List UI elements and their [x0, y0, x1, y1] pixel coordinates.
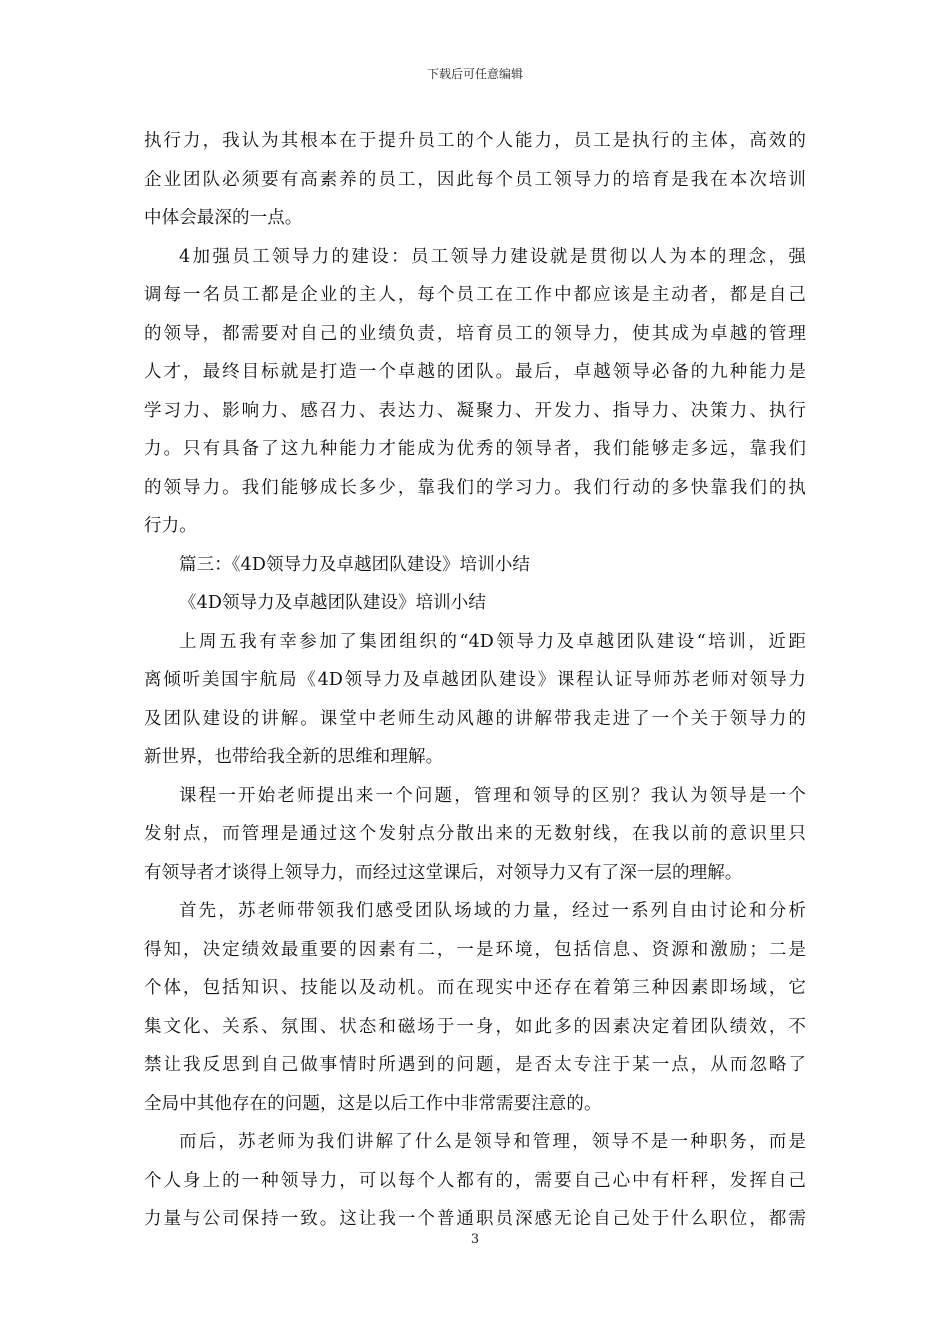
text-line: 有领导者才谈得上领导力，而经过这堂课后，对领导力又有了深一层的理解。	[144, 862, 743, 883]
text-line: 调每一名员工都是企业的主人，每个员工在工作中都应该是主动者，都是自己	[144, 285, 806, 305]
text-line: 中体会最深的一点。	[144, 208, 303, 228]
text-line: 的领导力。我们能够成长多少，靠我们的学习力。我们行动的多快靠我们的执	[144, 477, 806, 498]
page-header: 下载后可任意编辑	[426, 67, 523, 81]
text-line: 全局中其他存在的问题，这是以后工作中非常需要注意的。	[144, 1093, 602, 1114]
text-line: 及团队建设的讲解。课堂中老师生动风趣的讲解带我走进了一个关于领导力的	[144, 708, 806, 729]
text-line: 个人身上的一种领导力，可以每个人都有的，需要自己心中有杆秤，发挥自己	[144, 1170, 806, 1191]
text-line: 离倾听美国宇航局《4D领导力及卓越团队建设》课程认证导师苏老师对领导力	[144, 670, 806, 690]
text-line: 首先，苏老师带领我们感受团队场域的力量，经过一系列自由讨论和分析	[179, 901, 806, 921]
text-line: 《4D领导力及卓越团队建设》培训小结	[179, 593, 486, 613]
text-line: 新世界，也带给我全新的思维和理解。	[144, 747, 444, 767]
text-line: 禁让我反思到自己做事情时所遇到的问题，是否太专注于某一点，从而忽略了	[144, 1055, 806, 1075]
text-line: 力量与公司保持一致。这让我一个普通职员深感无论自己处于什么职位，都需	[144, 1209, 806, 1229]
text-line: 学习力、影响力、感召力、表达力、凝聚力、开发力、指导力、决策力、执行	[144, 400, 806, 421]
text-line: 行力。	[144, 516, 197, 536]
text-line: 篇三：《4D领导力及卓越团队建设》培训小结	[179, 554, 531, 575]
text-line: 而后，苏老师为我们讲解了什么是领导和管理，领导不是一种职务，而是	[179, 1132, 806, 1152]
text-line: 人才，最终目标就是打造一个卓越的团队。最后，卓越领导必备的九种能力是	[144, 362, 806, 382]
text-line: 集文化、关系、氛围、状态和磁场于一身，如此多的因素决定着团队绩效，不	[144, 1016, 806, 1037]
text-line: 的领导，都需要对自己的业绩负责，培育员工的领导力，使其成为卓越的管理	[144, 323, 806, 344]
text-line: 个体，包括知识、技能以及动机。而在现实中还存在着第三种因素即场域，它	[144, 978, 806, 998]
text-line: 课程一开始老师提出来一个问题，管理和领导的区别？我认为领导是一个	[179, 785, 806, 806]
text-line: 得知，决定绩效最重要的因素有二，一是环境，包括信息、资源和激励；二是	[144, 939, 806, 960]
body-text	[144, 122, 806, 1239]
text-line: 4加强员工领导力的建设：员工领导力建设就是贯彻以人为本的理念，强	[179, 246, 806, 267]
text-line: 企业团队必须要有高素养的员工，因此每个员工领导力的培育是我在本次培训	[144, 169, 806, 190]
text-line: 发射点，而管理是通过这个发射点分散出来的无数射线，在我以前的意识里只	[144, 824, 806, 844]
text-line: 执行力，我认为其根本在于提升员工的个人能力，员工是执行的主体，高效的	[144, 131, 806, 151]
text-line: 上周五我有幸参加了集团组织的“4D领导力及卓越团队建设“培训，近距	[179, 631, 806, 652]
text-line: 力。只有具备了这九种能力才能成为优秀的领导者，我们能够走多远，靠我们	[144, 439, 806, 459]
page-number: 3	[470, 1232, 480, 1247]
